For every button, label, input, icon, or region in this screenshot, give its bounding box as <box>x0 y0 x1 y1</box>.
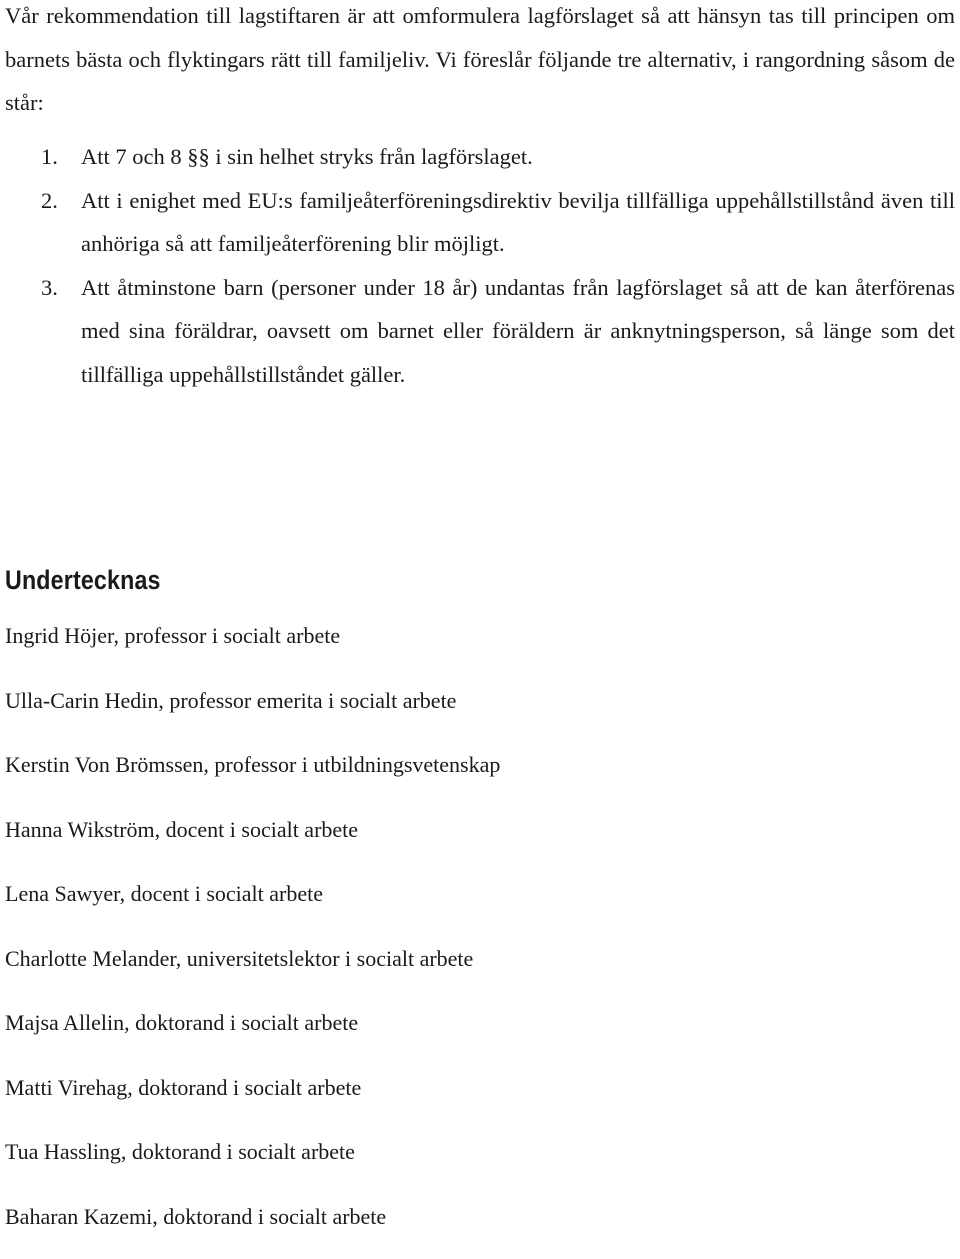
signatory-list <box>5 614 500 1259</box>
recommendation-number: 1. <box>41 135 58 179</box>
signature-heading: Undertecknas <box>5 560 161 600</box>
recommendation-text: Att i enighet med EU:s familjeåterföreningsdirektiv bevilja tillfälliga uppehållstillstånd även till anhöriga så att familjeåterförening blir möjligt. <box>81 188 955 257</box>
signatory: Ingrid Höjer, professor i socialt arbete <box>5 614 500 679</box>
recommendation-text: Att 7 och 8 §§ i sin helhet stryks från lagförslaget. <box>81 144 533 169</box>
signatory: Hanna Wikström, docent i socialt arbete <box>5 808 500 873</box>
recommendation-item <box>41 266 955 397</box>
recommendation-number: 2. <box>41 179 58 223</box>
signatory: Tua Hassling, doktorand i socialt arbete <box>5 1130 500 1195</box>
recommendation-list <box>41 135 955 396</box>
recommendation-text: Att åtminstone barn (personer under 18 år) undantas från lagförslaget så att de kan återförenas med sina föräldrar, oavsett om barnet eller föräldern är anknytningsperson, så länge som det tillfälliga uppehållstillståndet gäller. <box>81 275 955 387</box>
signatory: Lena Sawyer, docent i socialt arbete <box>5 872 500 937</box>
signatory: Ulla-Carin Hedin, professor emerita i socialt arbete <box>5 679 500 744</box>
signatory: Charlotte Melander, universitetslektor i socialt arbete <box>5 937 500 1002</box>
signatory: Baharan Kazemi, doktorand i socialt arbete <box>5 1195 500 1259</box>
recommendation-item <box>41 179 955 266</box>
intro-paragraph: Vår rekommendation till lagstiftaren är att omformulera lagförslaget så att hänsyn tas till principen om barnets bästa och flyktingars rätt till familjeliv. Vi föreslår följande tre alternativ, i rangordning såsom de står: <box>5 0 955 125</box>
signatory: Kerstin Von Brömssen, professor i utbildningsvetenskap <box>5 743 500 808</box>
signatory: Majsa Allelin, doktorand i socialt arbete <box>5 1001 500 1066</box>
recommendation-item <box>41 135 955 179</box>
recommendation-number: 3. <box>41 266 58 310</box>
signatory: Matti Virehag, doktorand i socialt arbete <box>5 1066 500 1131</box>
